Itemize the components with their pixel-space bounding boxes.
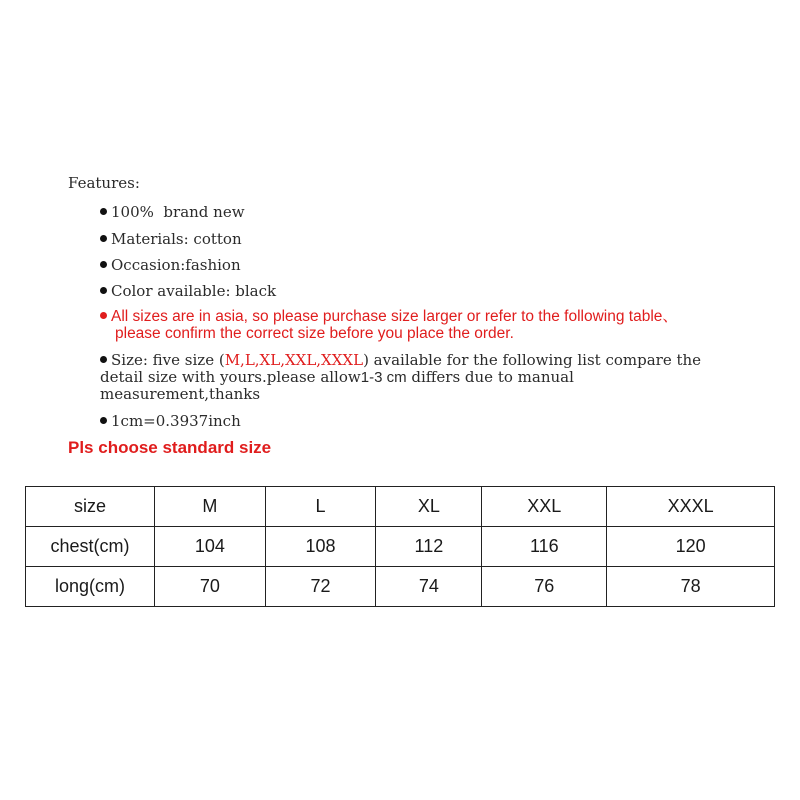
- asia-note-line2: please confirm the correct size before you place the order.: [115, 325, 514, 342]
- table-row: [26, 527, 775, 567]
- table-cell: 70: [155, 567, 266, 607]
- bullet-icon: [100, 417, 107, 424]
- features-title: Features:: [68, 174, 140, 192]
- table-header-cell: M: [155, 487, 266, 527]
- size-note-line2b: differs due to manual: [406, 368, 574, 386]
- table-cell: 112: [376, 527, 482, 567]
- feature-item-materials: [100, 231, 242, 248]
- table-header-cell: XL: [376, 487, 482, 527]
- size-list: M,L,XL,XXL,XXXL: [224, 351, 364, 369]
- row-label: long(cm): [26, 567, 155, 607]
- table-cell: 76: [482, 567, 607, 607]
- size-note-line2a: detail size with yours.please allow: [100, 368, 361, 386]
- feature-text: Materials: cotton: [111, 230, 242, 248]
- asia-note-line1: All sizes are in asia, so please purchase size larger or refer to the following table、: [111, 308, 678, 325]
- bullet-icon: [100, 235, 107, 242]
- size-table: [25, 486, 775, 607]
- bullet-icon: [100, 261, 107, 268]
- table-header-cell: XXL: [482, 487, 607, 527]
- size-heading: Pls choose standard size: [68, 438, 272, 457]
- table-cell: 120: [607, 527, 775, 567]
- table-header-cell: size: [26, 487, 155, 527]
- feature-item-brand-new: [100, 204, 245, 221]
- bullet-icon: [100, 287, 107, 294]
- feature-text: Color available: black: [111, 282, 277, 300]
- table-cell: 104: [155, 527, 266, 567]
- feature-item-occasion: [100, 257, 241, 274]
- asia-size-note: [100, 308, 678, 342]
- table-row: [26, 567, 775, 607]
- size-note-rest: ) available for the following list compare the: [363, 351, 702, 369]
- table-header-row: [26, 487, 775, 527]
- size-note-line3: measurement,thanks: [100, 385, 261, 403]
- conversion-note: [100, 413, 241, 430]
- size-note-prefix: Size: five size (: [111, 351, 225, 369]
- row-label: chest(cm): [26, 527, 155, 567]
- conversion-text: 1cm=0.3937inch: [111, 412, 241, 430]
- bullet-icon: [100, 356, 107, 363]
- table-cell: 116: [482, 527, 607, 567]
- table-cell: 74: [376, 567, 482, 607]
- size-note: [100, 352, 701, 403]
- table-cell: 108: [265, 527, 376, 567]
- red-bullet-icon: [100, 312, 107, 319]
- table-header-cell: L: [265, 487, 376, 527]
- feature-text: 100% brand new: [111, 203, 245, 221]
- feature-item-color: [100, 283, 276, 300]
- size-note-range: 1-3 cm: [360, 369, 407, 386]
- table-header-cell: XXXL: [607, 487, 775, 527]
- table-cell: 72: [265, 567, 376, 607]
- feature-text: Occasion:fashion: [111, 256, 241, 274]
- bullet-icon: [100, 208, 107, 215]
- table-cell: 78: [607, 567, 775, 607]
